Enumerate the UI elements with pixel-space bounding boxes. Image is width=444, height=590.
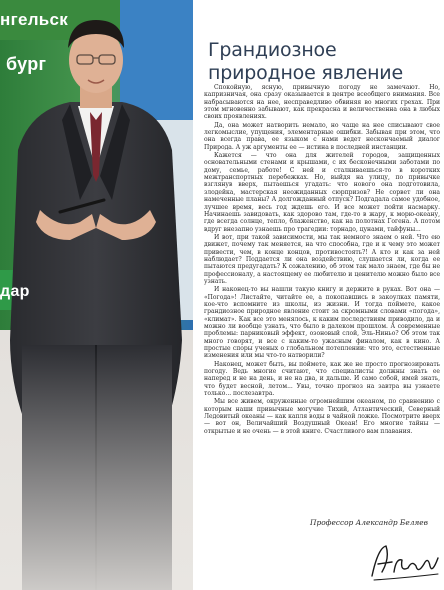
article-body <box>204 84 440 436</box>
article-paragraph: И наконец-то вы нашли такую книгу и держите в руках. Вот она — «Погода»! Листайте, читайте ее, а покопавшись в закоулках памяти, кое-что вспомните из школы, из жизни. И тогда поймете, какое грандиозное природное явление стоит за скромными словами «погода», «климат». Как все это менялось, к каким последствиям приводило, да и можно ли вообще узнать, что было в далеком прошлом. А современные проблемы: парниковый эффект, озоновый слой, Эль-Ниньо? Об этом так много говорят, и все с каким-то ужасным финалом, как в кино. А простые споры ученых о глобальном потеплении: что это, естественные изменения или мы что-то натворили? <box>204 286 440 360</box>
background-sign-middle: бург <box>6 54 47 74</box>
article-paragraph: Наконец, может быть, вы поймете, как же не просто прогнозировать погоду. Ведь многие считают, что специалисты должны знать ее наперед и не на день, и не на два, и дальше. И само собой, имей знать, что будет весной, летом... Увы, точно прогноз на завтра вы узнаете только... послезавтра. <box>204 360 440 398</box>
author-name: Профессор Александр Беляев <box>310 518 428 527</box>
background-sign-top: нгельск <box>0 10 69 29</box>
background-sign-bottom: дар <box>0 283 30 300</box>
article-paragraph: Мы все живем, окруженные огромнейшим океаном, по сравнению с которым наши привычные могучие Тихий, Атлантический, Северный Ледовитый океаны — как капля воды в чайной ложке. Посмотрите вверх — вот он, Величайший Воздушный Океан! Его многие тайны — открытые и не очень — в этой книге. Счастливого вам плавания. <box>204 398 440 435</box>
article-paragraph: Да, она может натворить немало, но чаще на нее списывают свое легкомыслие, упущения, элементарные ошибки. Забывая при этом, что она всегда права, ее языком с нами ведет нескончаемый диалог Природа. А уж аргументы ее — истина в последней инстанции. <box>204 121 440 151</box>
article-paragraph: Спокойную, ясную, привычную погоду не замечают. Но, капризничая, она сразу оказывается в центре всеобщего внимания. Все набрасываются на нее, несправедливо обвиняя во многих грехах. При этом мгновенно забывают, как прекрасна и величественна она в любых своих проявлениях. <box>204 84 440 121</box>
article-title: Грандиозное природное явление <box>208 38 403 84</box>
article-paragraph: И вот, при такой зависимости, мы так немного знаем о ней. Что ею движет, почему так меняется, на что способна, где и к чему это может привести, чем, в конце концов, противостоять?! А кто и как за ней наблюдает? Поддается ли она воздействию, слушается ли, когда ее пытаются предугадать? К сожалению, об этом так мало знаем, где бы не профессионалу, а настоящему ее любителю и ценителю можно было все узнать. <box>204 233 440 285</box>
portrait-photo <box>0 0 193 590</box>
handwritten-signature <box>368 538 442 586</box>
article <box>200 0 442 590</box>
article-paragraph: Кажется — что она для жителей городов, защищенных основательными стенами и крышами, с их бесконечными заботами по дому, семье, работе! С ней и сталкиваешься-то в коротких межтранспортных перебежках. Но, выйдя на улицу, по привычке взглянув вверх, пытаешься угадать: что нового она подготовила, злодейка, мастерская неожиданных сюрпризов? Не сорвет ли она намеченные планы? А долгожданный отпуск? Подгадала самое удобное, лучшее время, весь год ждешь его. И все может пойти насмарку. Начинаешь завидовать, как здорово там, где-то в жару, к морю-океану, где всегда солнце, тепло, блаженство, как на полотнах Гогена. А потом вдруг внезапно узнаешь про трагедии: торнадо, цунами, тайфуны... <box>204 152 440 233</box>
